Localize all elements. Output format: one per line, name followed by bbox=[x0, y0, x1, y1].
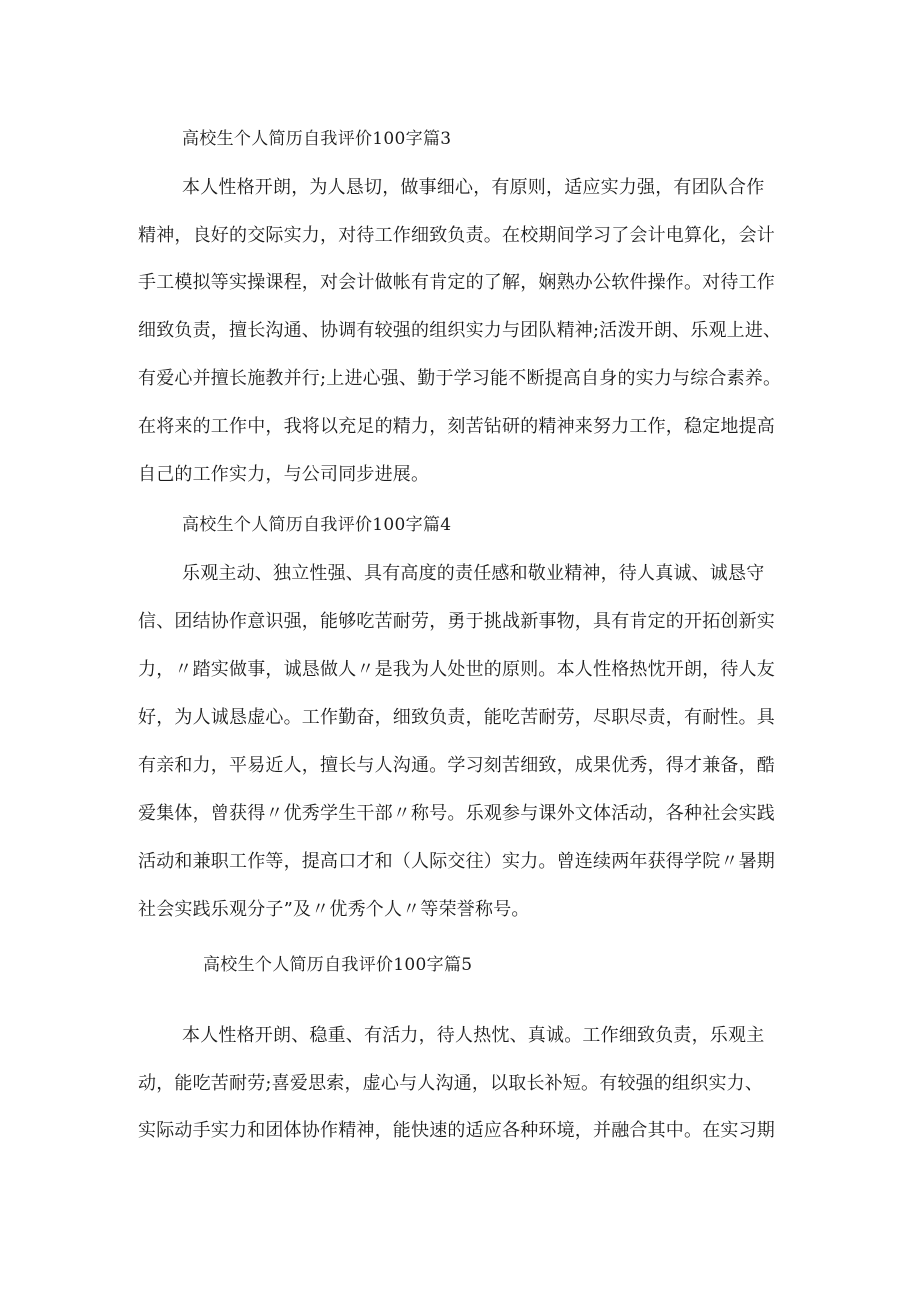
paragraph-line: 实际动手实力和团体协作精神，能快速的适应各种环境，并融合其中。在实习期 bbox=[138, 1120, 775, 1141]
section-heading: 高校生个人简历自我评价100字篇3 bbox=[182, 129, 452, 149]
paragraph-line: 活动和兼职工作等，提高口才和（人际交往）实力。曾连续两年获得学院〃暑期 bbox=[138, 851, 775, 872]
paragraph-line: 乐观主动、独立性强、具有高度的责任感和敬业精神，待人真诚、诚恳守 bbox=[182, 563, 765, 584]
section-heading: 高校生个人简历自我评价100字篇4 bbox=[182, 515, 452, 535]
paragraph-line: 精神，良好的交际实力，对待工作细致负责。在校期间学习了会计电算化，会计 bbox=[138, 225, 775, 246]
paragraph-line: 在将来的工作中，我将以充足的精力，刻苦钻研的精神来努力工作，稳定地提高 bbox=[138, 416, 775, 437]
paragraph-line: 自己的工作实力，与公司同步进展。 bbox=[138, 464, 430, 485]
paragraph-line: 好，为人诚恳虚心。工作勤奋，细致负责，能吃苦耐劳，尽职尽责，有耐性。具 bbox=[138, 707, 775, 728]
paragraph-line: 动，能吃苦耐劳;喜爱思索，虚心与人沟通，以取长补短。有较强的组织实力、 bbox=[138, 1073, 764, 1094]
paragraph-line: 信、团结协作意识强，能够吃苦耐劳，勇于挑战新事物，具有肯定的开拓创新实 bbox=[138, 611, 775, 632]
paragraph-line: 手工模拟等实操课程，对会计做帐有肯定的了解，娴熟办公软件操作。对待工作 bbox=[138, 272, 775, 293]
paragraph-line: 本人性格开朗，为人恳切，做事细心，有原则，适应实力强，有团队合作 bbox=[182, 177, 765, 198]
paragraph-line: 有亲和力，平易近人，擅长与人沟通。学习刻苦细致，成果优秀，得才兼备，酷 bbox=[138, 755, 775, 776]
section-heading: 高校生个人简历自我评价100字篇5 bbox=[203, 955, 473, 975]
paragraph-line: 社会实践乐观分子”及〃优秀个人〃等荣誉称号。 bbox=[138, 899, 530, 920]
paragraph-line: 细致负责，擅长沟通、协调有较强的组织实力与团队精神;活泼开朗、乐观上进、 bbox=[138, 320, 782, 341]
paragraph-line: 力，〃踏实做事，诚恳做人〃是我为人处世的原则。本人性格热忱开朗，待人友 bbox=[138, 659, 775, 680]
paragraph-line: 爱集体，曾获得〃优秀学生干部〃称号。乐观参与课外文体活动，各种社会实践 bbox=[138, 803, 775, 824]
paragraph-line: 有爱心并擅长施教并行;上进心强、勤于学习能不断提高自身的实力与综合素养。 bbox=[138, 368, 782, 389]
paragraph-line: 本人性格开朗、稳重、有活力，待人热忱、真诚。工作细致负责，乐观主 bbox=[182, 1025, 765, 1046]
